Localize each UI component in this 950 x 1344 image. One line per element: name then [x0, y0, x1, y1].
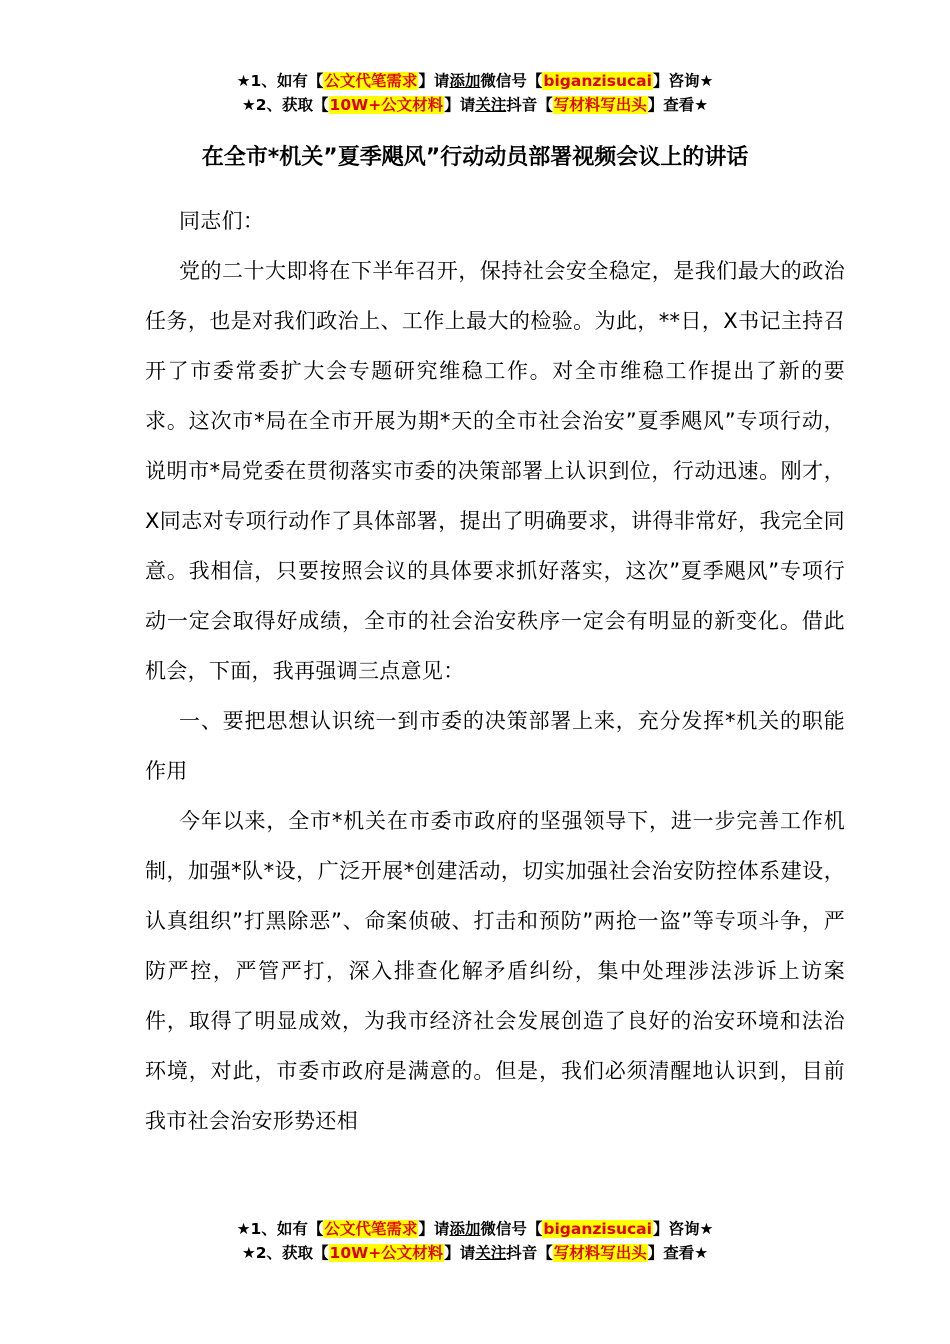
banner-highlight: 写材料写出头: [553, 96, 647, 114]
banner-underline: 关注: [475, 96, 507, 114]
document-body: [145, 196, 845, 1146]
banner-text: 】查看★: [647, 96, 709, 114]
banner-text: 】查看★: [647, 1244, 709, 1262]
section-heading-1: 一、要把思想认识统一到市委的决策部署上来，充分发挥*机关的职能作用: [145, 709, 845, 783]
document-title: 在全市*机关”夏季飓风”行动动员部署视频会议上的讲话: [201, 145, 749, 170]
banner-text: 】请: [444, 96, 476, 114]
banner-text: ★2、获取【: [241, 96, 329, 114]
banner-highlight: 公文代笔需求: [324, 1220, 418, 1238]
banner-text: ★1、如有【: [236, 72, 324, 90]
banner-text: 抖音【: [506, 96, 553, 114]
banner-text: 】咨询★: [652, 1220, 714, 1238]
salutation: 同志们：: [179, 209, 265, 233]
banner-text: ★1、如有【: [236, 1220, 324, 1238]
paragraph-intro: 党的二十大即将在下半年召开，保持社会安全稳定，是我们最大的政治任务，也是对我们政治上、工作上最大的检验。为此，**日，X书记主持召开了市委常委扩大会专题研究维稳工作。对全市维稳工作提出了新的要求。这次市*局在全市开展为期*天的全市社会治安”夏季飓风”专项行动，说明市*局党委在贯彻落实市委的决策部署上认识到位，行动迅速。刚才，X同志对专项行动作了具体部署，提出了明确要求，讲得非常好，我完全同意。我相信，只要按照会议的具体要求抓好落实，这次”夏季飓风”专项行动一定会取得好成绩，全市的社会治安秩序一定会有明显的新变化。借此机会，下面，我再强调三点意见：: [145, 259, 845, 683]
banner-text: 】请: [418, 1220, 450, 1238]
banner-underline: 添加: [449, 1220, 481, 1238]
banner-line-1: [0, 69, 950, 93]
banner-text: 抖音【: [506, 1244, 553, 1262]
banner-underline: 关注: [475, 1244, 507, 1262]
banner-highlight: biganzisucai: [543, 72, 652, 90]
header-banner: [0, 69, 950, 117]
banner-highlight: 公文代笔需求: [324, 72, 418, 90]
banner-line-2: [0, 1241, 950, 1265]
banner-underline: 添加: [449, 72, 481, 90]
banner-text: 】咨询★: [652, 72, 714, 90]
banner-highlight: 10W+公文材料: [329, 96, 444, 114]
banner-highlight: 写材料写出头: [553, 1244, 647, 1262]
banner-text: 】请: [444, 1244, 476, 1262]
banner-line-2: [0, 93, 950, 117]
banner-text: 】请: [418, 72, 450, 90]
banner-text: 微信号【: [480, 72, 543, 90]
paragraph-section-1: 今年以来，全市*机关在市委市政府的坚强领导下，进一步完善工作机制，加强*队*设，广泛开展*创建活动，切实加强社会治安防控体系建设，认真组织”打黑除恶”、命案侦破、打击和预防”两抢一盗”等专项斗争，严防严控，严管严打，深入排查化解矛盾纠纷，集中处理涉法涉诉上访案件，取得了明显成效，为我市经济社会发展创造了良好的治安环境和法治环境，对此，市委市政府是满意的。但是，我们必须清醒地认识到，目前我市社会治安形势还相: [145, 809, 845, 1133]
banner-line-1: [0, 1217, 950, 1241]
banner-text: 微信号【: [480, 1220, 543, 1238]
footer-banner: [0, 1217, 950, 1265]
banner-highlight: biganzisucai: [543, 1220, 652, 1238]
banner-text: ★2、获取【: [241, 1244, 329, 1262]
banner-highlight: 10W+公文材料: [329, 1244, 444, 1262]
